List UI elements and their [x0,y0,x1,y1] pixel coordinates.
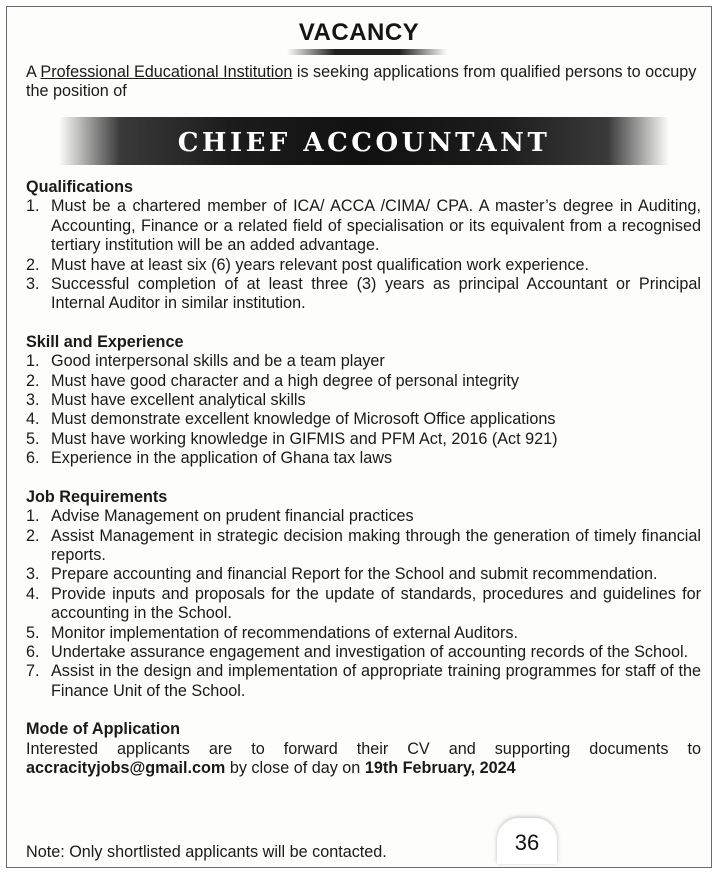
list-item: 4. Must demonstrate excellent knowledge of Microsoft Office applications [26,410,556,429]
position-banner [59,117,669,165]
list-item: 6. Undertake assurance engagement and investigation of accounting records of the School. [26,642,689,661]
position-title: CHIEF ACCOUNTANT [177,128,551,158]
page-number-badge: 36 [497,818,557,864]
title-underline-bar [287,49,447,55]
intro-prefix: A [26,63,41,81]
application-paragraph [26,740,701,779]
list-item: 2. Must have good character and a high degree of personal integrity [26,371,519,390]
institution-name: Professional Educational Institution [40,63,293,81]
application-text: Interested applicants are to forward their CV and supporting documents to [26,739,701,758]
list-item: 3. Prepare accounting and financial Report for the School and submit recommendation. [26,565,658,584]
list-item: 3. Must have excellent analytical skills [26,391,306,410]
list-item: 2. Assist Management in strategic decision making through the generation of timely financial reports. [26,526,701,564]
skills-list [26,352,701,468]
list-item: 2. Must have at least six (6) years relevant post qualification work experience. [26,255,590,274]
qualifications-heading: Qualifications [26,178,134,196]
vacancy-title: VACANCY [298,19,420,46]
list-item: 6. Experience in the application of Ghana tax laws [26,449,393,468]
list-item: 5. Monitor implementation of recommendations of external Auditors. [26,623,518,642]
intro-suffix: is seeking applications from qualified persons to occupy the position of [26,63,697,100]
list-item: 1. Must be a chartered member of ICA/ ACCA /CIMA/ CPA. A master’s degree in Auditing, Accounting, Finance or a related field of specialisation or its equivalent from a recognised tertiary institution will be an added advantage. [26,197,701,255]
list-item: 7. Assist in the design and implementation of appropriate training programmes for staff of the Finance Unit of the School. [26,662,701,700]
skills-heading: Skill and Experience [26,332,184,351]
qualifications-list [26,197,701,313]
requirements-heading: Job Requirements [26,487,168,506]
application-middle: by close of day on [225,758,365,777]
intro-paragraph [26,63,697,101]
list-item: 3. Successful completion of at least three (3) years as principal Accountant or Principal Internal Auditor in similar institution. [26,275,701,313]
shortlist-note: Note: Only shortlisted applicants will be contacted. [26,843,387,861]
application-email: accracityjobs@gmail.com [26,758,226,777]
advert-body [26,178,701,778]
vacancy-advert [6,6,712,868]
list-item: 5. Must have working knowledge in GIFMIS and PFM Act, 2016 (Act 921) [26,429,558,448]
requirements-list [26,507,701,701]
application-deadline: 19th February, 2024 [364,758,516,777]
list-item: 1. Good interpersonal skills and be a team player [26,352,385,371]
list-item: 1. Advise Management on prudent financial practices [26,507,414,526]
list-item: 4. Provide inputs and proposals for the update of standards, procedures and guidelines for accounting in the School. [26,584,701,623]
application-heading: Mode of Application [26,720,181,739]
